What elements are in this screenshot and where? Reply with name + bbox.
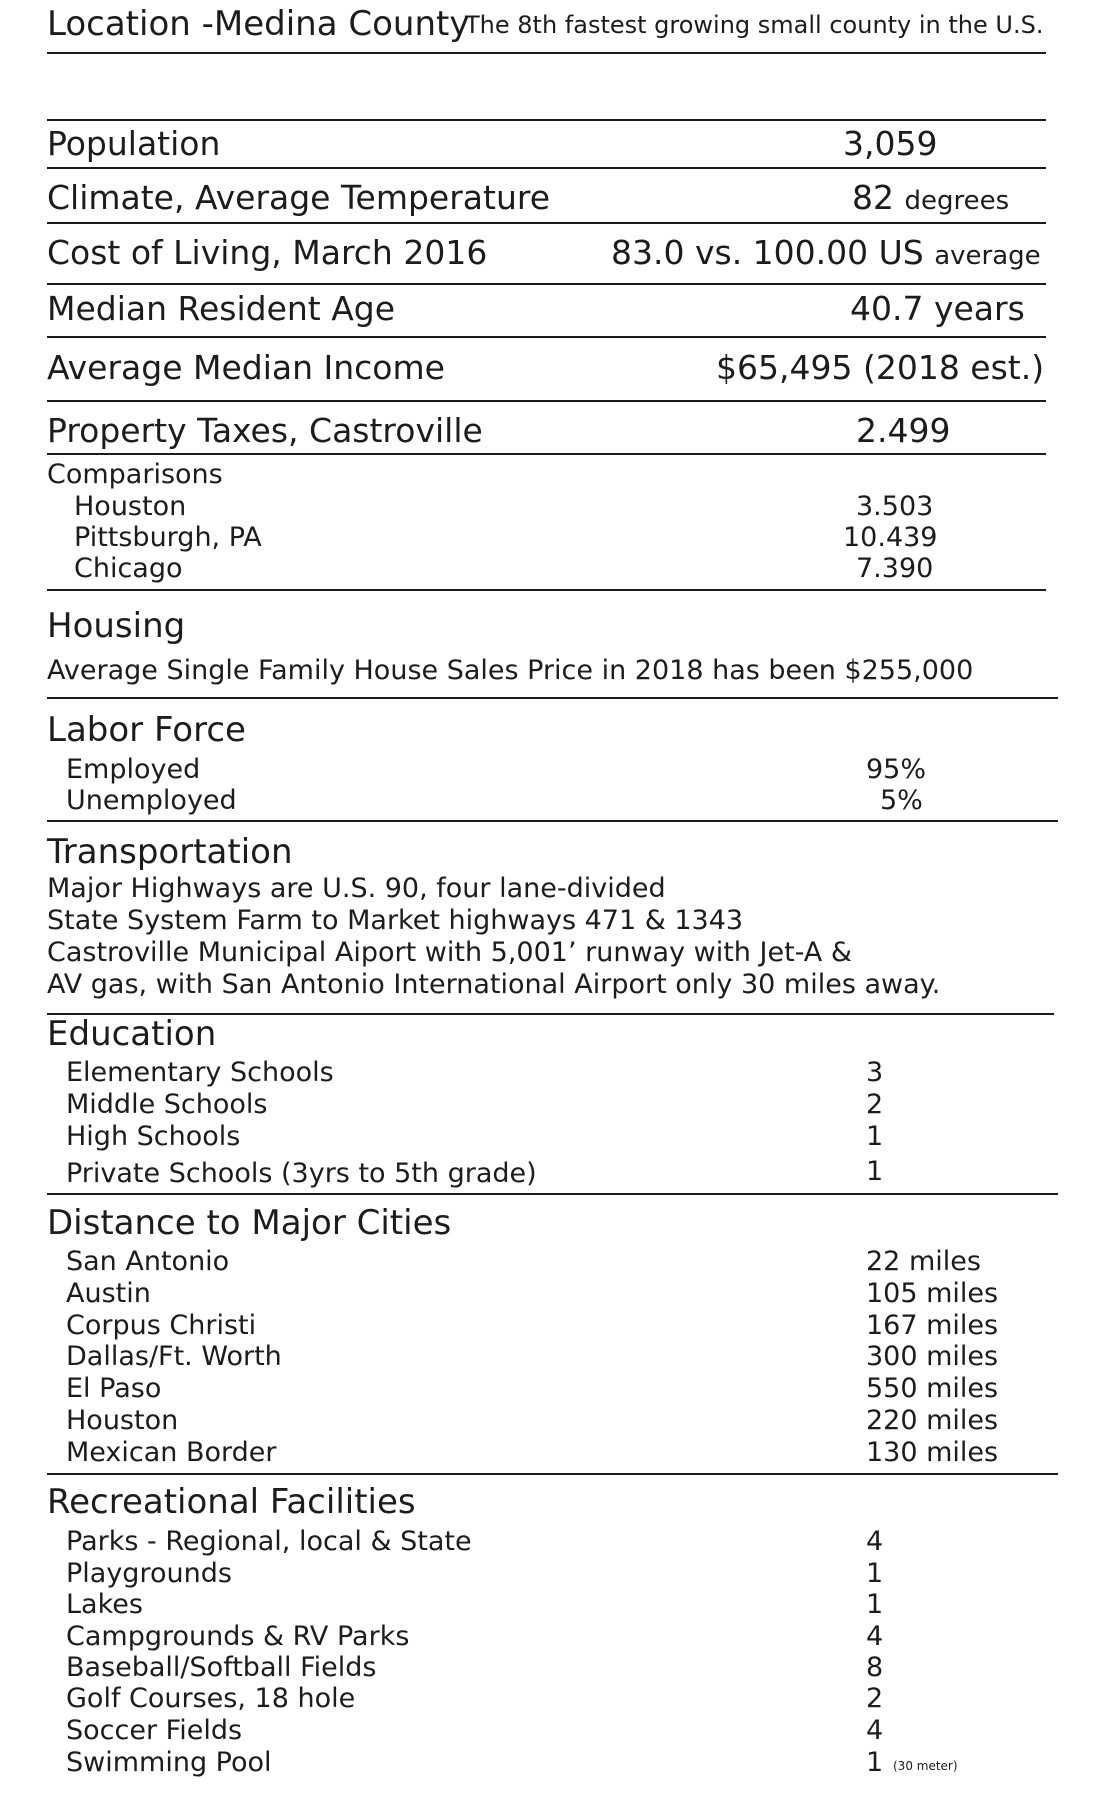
distance-label: Austin <box>66 1278 151 1309</box>
distance-label: Corpus Christi <box>66 1310 257 1341</box>
divider <box>47 222 1046 224</box>
distance-label: Houston <box>66 1405 179 1436</box>
comparison-label: Houston <box>74 491 187 522</box>
education-value: 2 <box>866 1089 884 1120</box>
housing-text: Average Single Family House Sales Price in 2018 has been $255,000 <box>47 655 974 686</box>
labor-heading: Labor Force <box>47 710 246 750</box>
education-label: Middle Schools <box>66 1089 268 1120</box>
age-label: Median Resident Age <box>47 289 396 328</box>
population-label: Population <box>47 124 221 163</box>
education-heading: Education <box>47 1014 217 1054</box>
distance-value: 220 miles <box>866 1405 999 1436</box>
recreation-value: 4 <box>866 1621 884 1652</box>
transportation-line: State System Farm to Market highways 471 & 1343 <box>47 905 744 936</box>
distance-value: 22 miles <box>866 1246 981 1277</box>
distance-value: 130 miles <box>866 1437 999 1468</box>
education-label: Private Schools (3yrs to 5th grade) <box>66 1158 537 1189</box>
income-label: Average Median Income <box>47 348 445 387</box>
education-value: 1 <box>866 1156 884 1187</box>
transportation-line: Castroville Municipal Aiport with 5,001’ runway with Jet-A & <box>47 937 852 968</box>
recreation-value: 1 <box>866 1589 884 1620</box>
comparison-value: 10.439 <box>843 522 938 553</box>
education-value: 3 <box>866 1057 884 1088</box>
labor-value: 5% <box>880 785 923 816</box>
page-subtitle: The 8th fastest growing small county in the U.S. <box>465 11 1044 39</box>
labor-label: Employed <box>66 754 201 785</box>
population-value: 3,059 <box>843 124 938 163</box>
distance-value: 550 miles <box>866 1373 999 1404</box>
comparison-label: Chicago <box>74 553 183 584</box>
distance-label: Dallas/Ft. Worth <box>66 1341 282 1372</box>
income-value: $65,495 (2018 est.) <box>716 348 1045 387</box>
recreation-value: 8 <box>866 1652 884 1683</box>
transportation-heading: Transportation <box>47 832 293 872</box>
recreation-label: Campgrounds & RV Parks <box>66 1621 410 1652</box>
divider <box>47 283 1046 285</box>
distance-label: El Paso <box>66 1373 162 1404</box>
distance-heading: Distance to Major Cities <box>47 1203 452 1243</box>
recreation-label: Lakes <box>66 1589 143 1620</box>
divider <box>47 589 1046 591</box>
page-title: Location -Medina County <box>47 4 470 44</box>
recreation-label: Playgrounds <box>66 1558 232 1589</box>
comparison-label: Pittsburgh, PA <box>74 522 262 553</box>
distance-value: 300 miles <box>866 1341 999 1372</box>
education-label: High Schools <box>66 1121 241 1152</box>
divider <box>47 453 1046 455</box>
recreation-note: (30 meter) <box>893 1759 958 1773</box>
divider <box>47 400 1046 402</box>
comparison-value: 3.503 <box>856 491 934 522</box>
education-value: 1 <box>866 1121 884 1152</box>
distance-label: Mexican Border <box>66 1437 277 1468</box>
climate-label: Climate, Average Temperature <box>47 178 551 217</box>
recreation-value: 4 <box>866 1715 884 1746</box>
divider <box>47 820 1058 822</box>
labor-value: 95% <box>866 754 927 785</box>
divider <box>47 52 1046 54</box>
cost-label: Cost of Living, March 2016 <box>47 233 488 272</box>
climate-value: 82 degrees <box>852 178 1010 217</box>
education-label: Elementary Schools <box>66 1057 334 1088</box>
divider <box>47 697 1058 699</box>
recreation-label: Soccer Fields <box>66 1715 243 1746</box>
comparisons-heading: Comparisons <box>47 459 223 490</box>
divider <box>47 336 1046 338</box>
distance-value: 105 miles <box>866 1278 999 1309</box>
cost-value: 83.0 vs. 100.00 US average <box>611 233 1041 272</box>
distance-label: San Antonio <box>66 1246 230 1277</box>
recreation-value: 1 <box>866 1747 884 1778</box>
divider <box>47 1193 1058 1195</box>
taxes-value: 2.499 <box>856 411 951 450</box>
divider <box>47 167 1046 169</box>
labor-label: Unemployed <box>66 785 237 816</box>
taxes-label: Property Taxes, Castroville <box>47 411 483 450</box>
recreation-label: Golf Courses, 18 hole <box>66 1683 356 1714</box>
housing-heading: Housing <box>47 606 186 646</box>
recreation-heading: Recreational Facilities <box>47 1482 416 1522</box>
transportation-line: AV gas, with San Antonio International Airport only 30 miles away. <box>47 969 941 1000</box>
comparison-value: 7.390 <box>856 553 934 584</box>
distance-value: 167 miles <box>866 1310 999 1341</box>
recreation-label: Swimming Pool <box>66 1747 272 1778</box>
transportation-line: Major Highways are U.S. 90, four lane-divided <box>47 873 666 904</box>
divider <box>47 1473 1058 1475</box>
recreation-label: Baseball/Softball Fields <box>66 1652 377 1683</box>
recreation-value: 1 <box>866 1558 884 1589</box>
divider <box>47 119 1046 121</box>
recreation-value: 2 <box>866 1683 884 1714</box>
age-value: 40.7 years <box>850 289 1025 328</box>
recreation-label: Parks - Regional, local & State <box>66 1526 472 1557</box>
recreation-value: 4 <box>866 1526 884 1557</box>
